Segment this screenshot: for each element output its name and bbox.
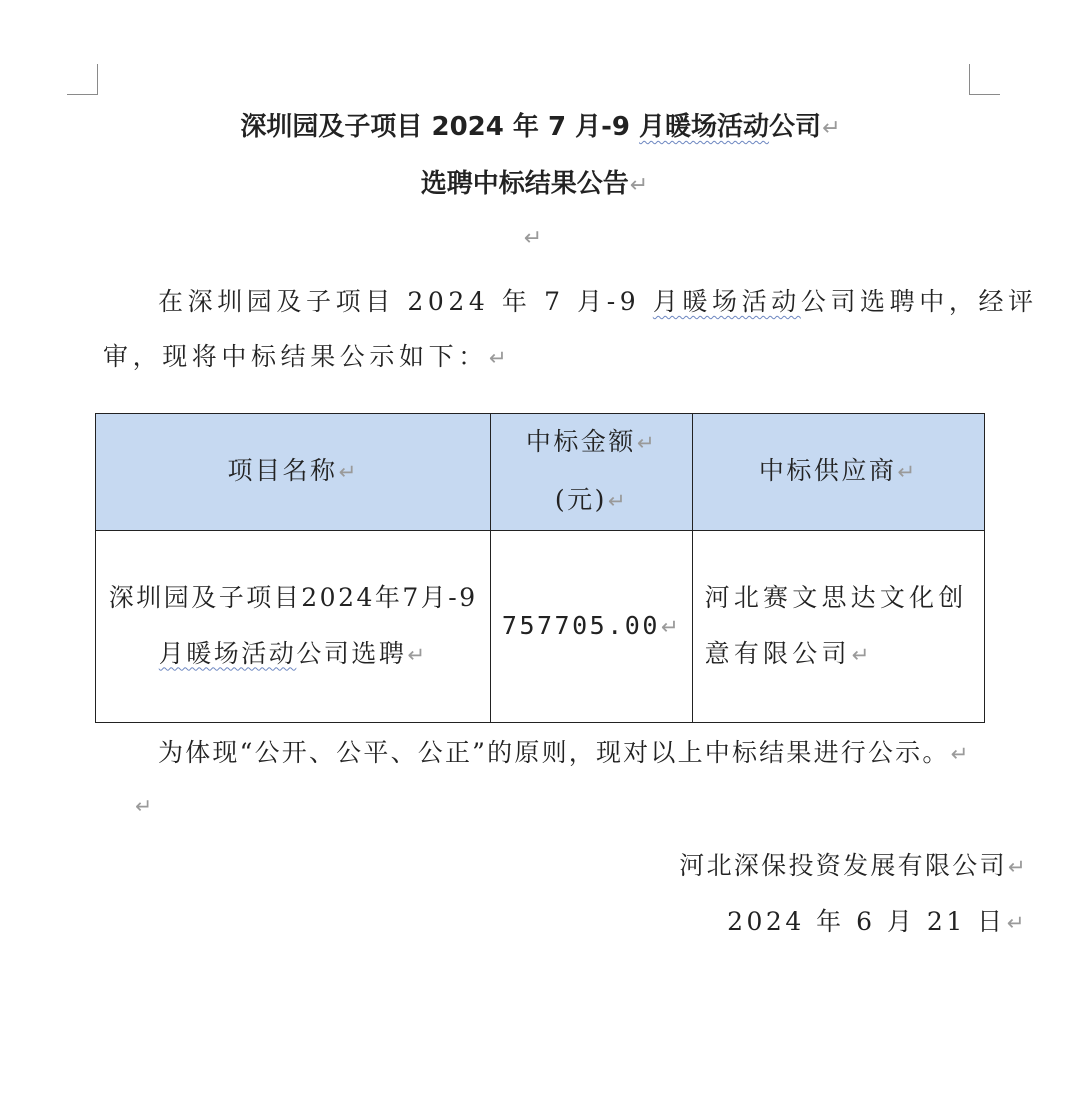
cell-supplier	[692, 531, 984, 723]
signature-date-text: 2024 年 6 月 21 日	[727, 907, 1006, 936]
title-line1-text-c: 公司	[769, 112, 822, 142]
intro-line1-text-c: 公司选聘中，经评	[800, 287, 1038, 316]
header-supplier-text: 中标供应商	[758, 456, 897, 485]
project-name-line-1: 深圳园及子项目2024年7月-9	[108, 582, 478, 612]
supplier-line-1: 河北赛文思达文化创	[704, 582, 968, 612]
header-amount-text: 中标金额	[525, 427, 636, 456]
table-row	[96, 531, 985, 723]
paragraph-mark-icon	[339, 460, 359, 485]
intro-line2-text: 审，现将中标结果公示如下：	[103, 342, 488, 371]
title-line2-text: 选聘中标结果公告	[420, 169, 629, 199]
header-project-name-text: 项目名称	[227, 456, 338, 485]
document-title-line-1	[8, 106, 1065, 143]
paragraph-mark-icon	[524, 226, 542, 251]
crop-mark-top-left	[67, 64, 98, 95]
paragraph-mark-icon	[630, 172, 649, 198]
paragraph-mark-icon	[822, 115, 841, 141]
title-line1-text-b: 月暖场活动	[639, 112, 770, 142]
document-title-line-2	[2, 163, 1065, 200]
intro-line1-text-b: 月暖场活动	[652, 287, 801, 316]
signature-company-text: 河北深保投资发展有限公司	[679, 851, 1007, 880]
table-header-row	[96, 414, 985, 531]
signature-company	[679, 846, 1028, 882]
project-name-line-2b: 公司选聘	[296, 638, 407, 668]
paragraph-mark-icon	[637, 431, 657, 456]
cell-amount	[491, 531, 692, 723]
intro-paragraph-line-2	[103, 337, 511, 373]
project-name-line-2a: 月暖场活动	[158, 638, 297, 668]
supplier-line-2: 意有限公司	[704, 638, 851, 668]
header-supplier	[692, 414, 984, 531]
blank-paragraph	[134, 791, 152, 819]
cell-project-name	[96, 531, 491, 723]
paragraph-mark-icon	[897, 460, 917, 485]
paragraph-mark-icon	[1008, 855, 1028, 880]
paragraph-mark-icon	[489, 346, 511, 371]
paragraph-mark-icon	[661, 615, 681, 640]
paragraph-mark-icon	[951, 742, 971, 767]
intro-paragraph-line-1	[158, 282, 1038, 318]
paragraph-mark-icon	[852, 643, 874, 668]
bid-amount-value: 757705.00	[501, 610, 660, 640]
header-project-name	[96, 414, 491, 531]
crop-mark-top-right	[969, 64, 1000, 95]
signature-date	[727, 902, 1028, 938]
paragraph-mark-icon	[135, 794, 152, 818]
blank-paragraph	[0, 222, 1065, 252]
paragraph-mark-icon	[608, 489, 628, 514]
header-amount-unit: (元)	[554, 485, 607, 514]
bid-result-table	[95, 413, 985, 723]
conclusion-paragraph	[158, 733, 971, 769]
paragraph-mark-icon	[1007, 911, 1028, 936]
paragraph-mark-icon	[407, 643, 427, 668]
header-amount	[491, 414, 692, 531]
intro-line1-text-a: 在深圳园及子项目 2024 年 7 月-9	[158, 287, 653, 316]
title-line1-text-a: 深圳园及子项目 2024 年 7 月-9	[240, 112, 640, 142]
conclusion-text: 为体现“公开、公平、公正”的原则，现对以上中标结果进行公示。	[158, 738, 950, 767]
